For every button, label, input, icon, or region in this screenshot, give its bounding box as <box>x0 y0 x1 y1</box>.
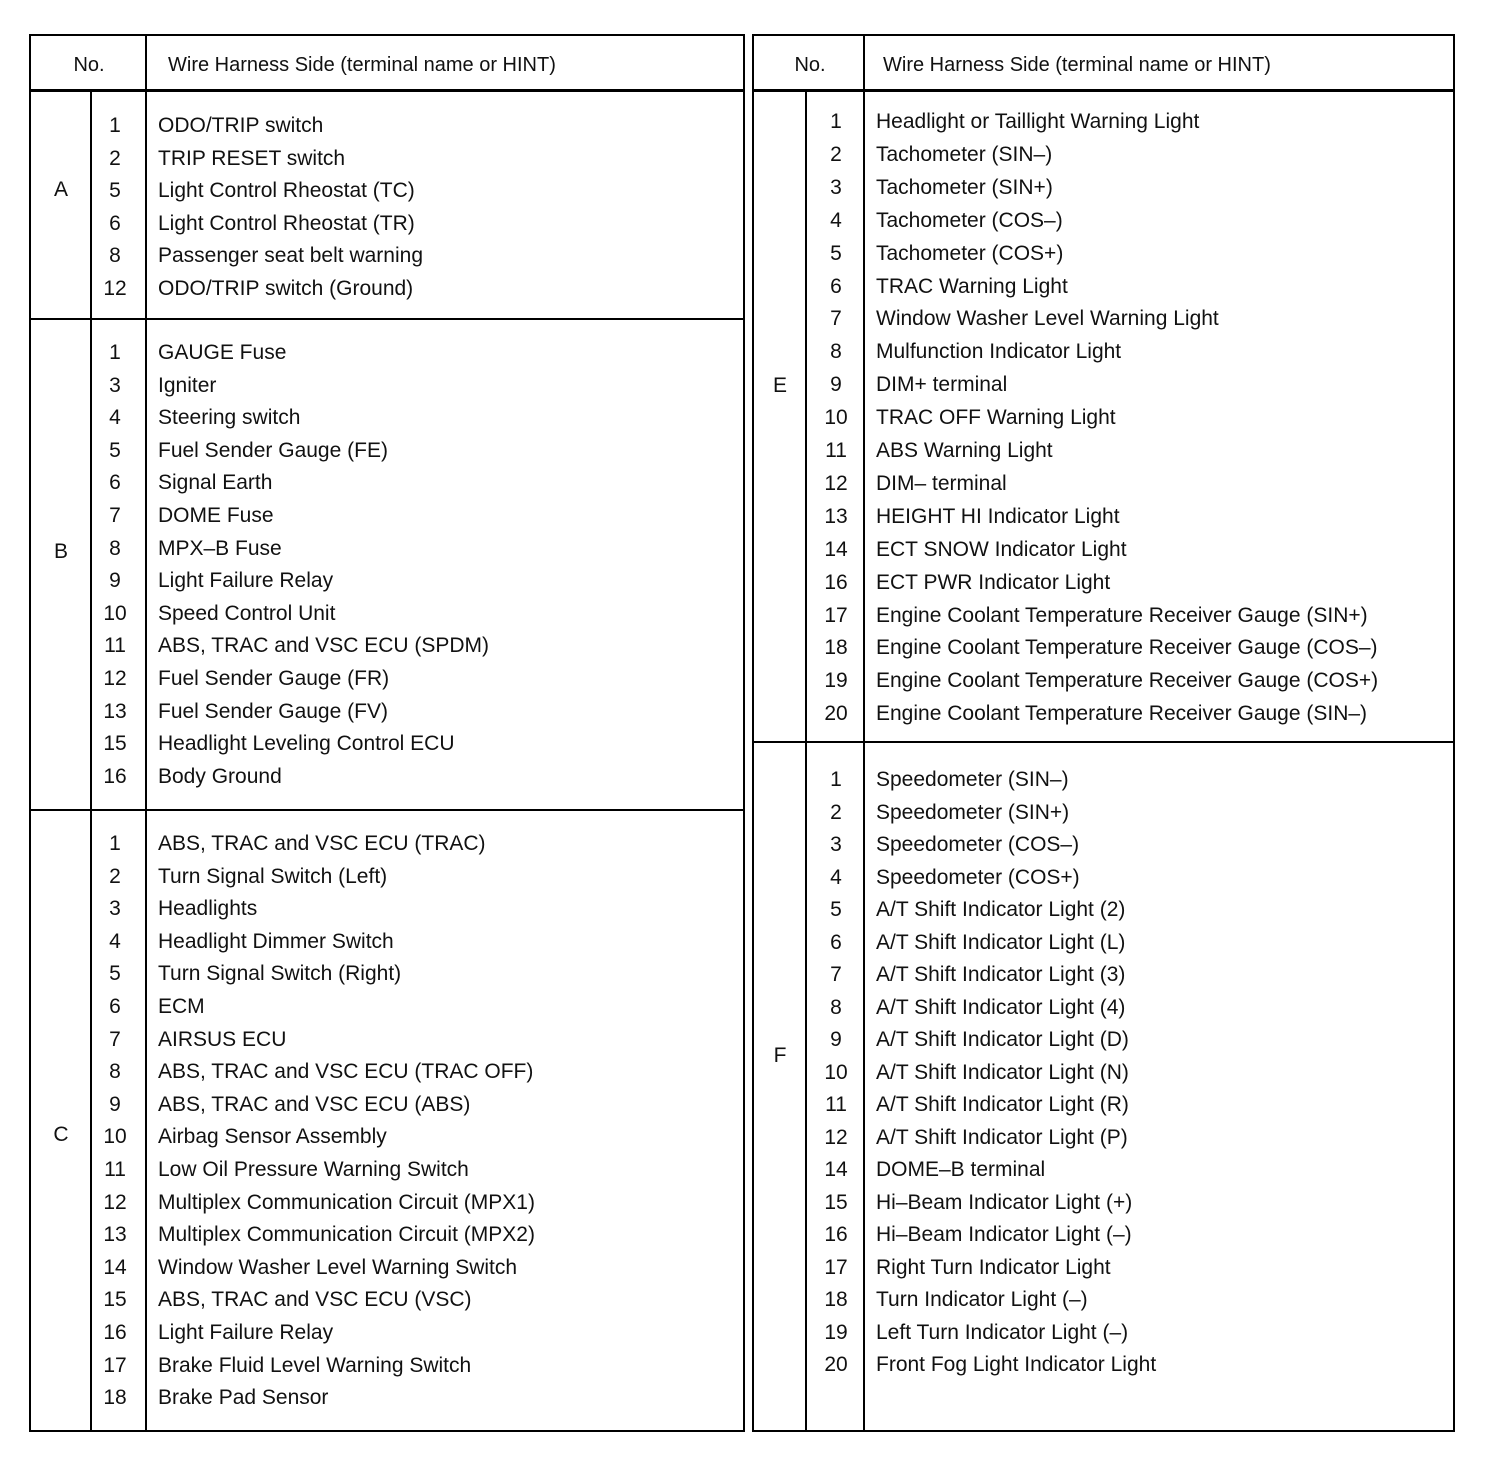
terminal-number: 3 <box>109 897 121 921</box>
terminal-number: 12 <box>103 1190 127 1214</box>
terminal-number: 2 <box>830 800 842 824</box>
terminal-name: Fuel Sender Gauge (FV) <box>158 699 388 723</box>
terminal-number: 10 <box>103 601 127 625</box>
terminal-name: DIM– terminal <box>876 471 1007 495</box>
right-header-divider <box>863 36 865 1430</box>
terminal-name: A/T Shift Indicator Light (N) <box>876 1060 1129 1084</box>
terminal-name: DOME–B terminal <box>876 1158 1046 1181</box>
terminal-number: 3 <box>830 175 842 199</box>
right-terminal-table <box>752 34 1455 1432</box>
terminal-name: Turn Signal Switch (Right) <box>158 962 402 986</box>
terminal-name: TRAC OFF Warning Light <box>876 406 1116 430</box>
terminal-name: Body Ground <box>158 764 282 788</box>
left-header-wire-harness: Wire Harness Side (terminal name or HINT) <box>168 54 556 76</box>
terminal-name: ABS, TRAC and VSC ECU (TRAC OFF) <box>158 1060 534 1084</box>
terminal-number: 16 <box>103 764 127 788</box>
terminal-name: ECM <box>158 995 205 1018</box>
terminal-number: 4 <box>109 929 121 953</box>
terminal-name: Speedometer (COS+) <box>876 865 1080 889</box>
terminal-name: Airbag Sensor Assembly <box>158 1125 387 1149</box>
terminal-name: Fuel Sender Gauge (FR) <box>158 667 390 690</box>
terminal-name: Mulfunction Indicator Light <box>876 340 1122 364</box>
terminal-name: HEIGHT HI Indicator Light <box>876 504 1120 528</box>
terminal-name: Passenger seat belt warning <box>158 244 423 268</box>
terminal-name: Igniter <box>158 373 217 397</box>
terminal-number: 10 <box>103 1125 127 1149</box>
terminal-name: Light Control Rheostat (TC) <box>158 179 415 203</box>
terminal-number: 5 <box>830 241 842 265</box>
terminal-number: 17 <box>824 603 848 627</box>
terminal-number: 11 <box>104 1158 126 1181</box>
terminal-name: Engine Coolant Temperature Receiver Gauge (COS+) <box>876 669 1379 693</box>
terminal-number: 12 <box>103 667 127 690</box>
terminal-name: ODO/TRIP switch <box>158 114 324 137</box>
terminal-name: Speedometer (SIN+) <box>876 800 1070 824</box>
terminal-name: Speedometer (COS–) <box>876 833 1080 856</box>
terminal-number: 8 <box>109 536 121 560</box>
left-group-letter-a: A <box>53 178 68 201</box>
terminal-number: 20 <box>824 1353 848 1376</box>
terminal-name: Tachometer (SIN+) <box>876 175 1053 199</box>
terminal-name: Engine Coolant Temperature Receiver Gauge (COS–) <box>876 636 1378 660</box>
right-group-separator-ef <box>754 741 1453 743</box>
terminal-number: 17 <box>824 1255 848 1279</box>
terminal-number: 18 <box>824 636 848 660</box>
terminal-number: 19 <box>824 669 848 693</box>
terminal-name: ABS Warning Light <box>876 439 1053 462</box>
terminal-name: Steering switch <box>158 406 301 430</box>
terminal-number: 8 <box>109 244 121 268</box>
terminal-name: Engine Coolant Temperature Receiver Gauge (SIN–) <box>876 702 1368 726</box>
terminal-name: Hi–Beam Indicator Light (–) <box>876 1223 1132 1246</box>
terminal-number: 13 <box>103 699 127 723</box>
terminal-name: A/T Shift Indicator Light (4) <box>876 995 1126 1019</box>
terminal-name: Window Washer Level Warning Light <box>876 307 1219 331</box>
terminal-number: 20 <box>824 702 848 726</box>
terminal-number: 6 <box>830 274 842 298</box>
terminal-number: 2 <box>109 864 121 888</box>
terminal-number: 1 <box>109 341 121 364</box>
right-group-letter-e: E <box>772 374 787 397</box>
terminal-number: 17 <box>103 1353 127 1377</box>
terminal-number: 5 <box>830 898 842 921</box>
terminal-number: 7 <box>109 504 121 527</box>
terminal-number: 8 <box>830 340 842 364</box>
terminal-name: ODO/TRIP switch (Ground) <box>158 277 414 300</box>
terminal-number: 7 <box>109 1027 121 1051</box>
terminal-number: 1 <box>830 110 842 133</box>
terminal-name: ABS, TRAC and VSC ECU (ABS) <box>158 1092 471 1116</box>
terminal-number: 13 <box>103 1223 127 1247</box>
terminal-number: 4 <box>830 865 842 889</box>
terminal-name: Brake Fluid Level Warning Switch <box>158 1353 472 1377</box>
terminal-name: Multiplex Communication Circuit (MPX1) <box>158 1190 535 1214</box>
terminal-name: Multiplex Communication Circuit (MPX2) <box>158 1223 535 1247</box>
terminal-name: Engine Coolant Temperature Receiver Gauge (SIN+) <box>876 603 1368 627</box>
terminal-name: Turn Indicator Light (–) <box>876 1288 1088 1311</box>
right-header-wire-harness: Wire Harness Side (terminal name or HINT) <box>883 54 1271 76</box>
terminal-number: 5 <box>109 962 121 986</box>
terminal-name: ABS, TRAC and VSC ECU (VSC) <box>158 1288 472 1312</box>
terminal-number: 15 <box>824 1190 848 1214</box>
terminal-name: AIRSUS ECU <box>158 1027 287 1051</box>
terminal-name: Right Turn Indicator Light <box>876 1255 1111 1279</box>
terminal-name: Headlight or Taillight Warning Light <box>876 110 1200 133</box>
terminal-name: A/T Shift Indicator Light (L) <box>876 930 1126 954</box>
terminal-number: 8 <box>109 1060 121 1084</box>
terminal-name: TRAC Warning Light <box>876 274 1068 298</box>
terminal-number: 3 <box>830 833 842 856</box>
terminal-number: 12 <box>824 1125 848 1149</box>
terminal-number: 14 <box>824 537 848 561</box>
terminal-name: A/T Shift Indicator Light (D) <box>876 1028 1129 1051</box>
terminal-name: ECT SNOW Indicator Light <box>876 537 1127 561</box>
terminal-number: 4 <box>109 406 121 430</box>
right-letter-divider <box>805 92 807 1430</box>
terminal-number: 9 <box>830 1028 842 1051</box>
terminal-number: 5 <box>109 179 121 203</box>
terminal-number: 16 <box>824 1223 848 1246</box>
terminal-number: 1 <box>109 114 121 137</box>
terminal-number: 11 <box>825 439 847 462</box>
terminal-number: 7 <box>830 963 842 986</box>
left-header-divider <box>145 36 147 1430</box>
terminal-name: A/T Shift Indicator Light (3) <box>876 963 1126 986</box>
left-group-separator-ab <box>31 318 743 320</box>
terminal-name: Light Control Rheostat (TR) <box>158 211 415 235</box>
terminal-name: DOME Fuse <box>158 504 274 527</box>
terminal-name: Light Failure Relay <box>158 1321 334 1344</box>
terminal-number: 6 <box>109 471 121 495</box>
terminal-number: 1 <box>830 768 842 791</box>
terminal-name: Headlights <box>158 897 258 921</box>
terminal-number: 18 <box>824 1288 848 1311</box>
terminal-number: 12 <box>824 471 848 495</box>
terminal-number: 2 <box>109 146 121 170</box>
terminal-number: 9 <box>109 1092 121 1116</box>
terminal-number: 1 <box>109 832 121 855</box>
terminal-name: ABS, TRAC and VSC ECU (TRAC) <box>158 832 486 855</box>
terminal-name: Tachometer (SIN–) <box>876 142 1053 166</box>
terminal-name: ECT PWR Indicator Light <box>876 570 1111 594</box>
terminal-number: 3 <box>109 373 121 397</box>
terminal-name: Tachometer (COS+) <box>876 241 1064 265</box>
terminal-number: 9 <box>830 373 842 397</box>
terminal-number: 16 <box>824 570 848 594</box>
terminal-name: Speed Control Unit <box>158 601 336 625</box>
terminal-number: 15 <box>103 1288 127 1312</box>
terminal-number: 6 <box>109 211 121 235</box>
left-table-header <box>31 36 743 92</box>
left-group-letter-b: B <box>53 540 68 563</box>
terminal-name: Tachometer (COS–) <box>876 208 1063 232</box>
terminal-number: 10 <box>824 1060 848 1084</box>
terminal-name: Headlight Dimmer Switch <box>158 929 394 953</box>
terminal-number: 9 <box>109 569 121 593</box>
terminal-number: 5 <box>109 438 121 462</box>
terminal-name: Signal Earth <box>158 471 273 495</box>
terminal-number: 7 <box>830 307 842 331</box>
terminal-name: Fuel Sender Gauge (FE) <box>158 438 388 462</box>
terminal-number: 16 <box>103 1321 127 1344</box>
left-header-no: No. <box>73 54 105 76</box>
terminal-number: 13 <box>824 504 848 528</box>
left-group-letter-c: C <box>53 1123 69 1146</box>
terminal-number: 12 <box>103 277 127 300</box>
terminal-name: Hi–Beam Indicator Light (+) <box>876 1190 1133 1214</box>
right-header-no: No. <box>794 54 826 76</box>
terminal-number: 8 <box>830 995 842 1019</box>
terminal-number: 6 <box>830 930 842 954</box>
terminal-name: Turn Signal Switch (Left) <box>158 864 388 888</box>
terminal-name: MPX–B Fuse <box>158 536 282 560</box>
terminal-number: 14 <box>824 1158 848 1181</box>
terminal-name: Headlight Leveling Control ECU <box>158 732 455 756</box>
terminal-name: TRIP RESET switch <box>158 146 346 170</box>
terminal-number: 11 <box>825 1093 847 1116</box>
terminal-number: 19 <box>824 1320 848 1344</box>
right-group-letter-f: F <box>773 1044 787 1067</box>
terminal-name: ABS, TRAC and VSC ECU (SPDM) <box>158 634 490 658</box>
terminal-number: 6 <box>109 995 121 1018</box>
terminal-name: DIM+ terminal <box>876 373 1008 397</box>
terminal-name: A/T Shift Indicator Light (2) <box>876 898 1126 921</box>
terminal-number: 2 <box>830 142 842 166</box>
terminal-name: Brake Pad Sensor <box>158 1386 329 1410</box>
terminal-name: Left Turn Indicator Light (–) <box>876 1320 1129 1344</box>
terminal-name: GAUGE Fuse <box>158 341 287 364</box>
left-group-separator-bc <box>31 809 743 811</box>
terminal-number: 18 <box>103 1386 127 1410</box>
terminal-name: Speedometer (SIN–) <box>876 768 1069 791</box>
terminal-number: 14 <box>103 1255 127 1279</box>
terminal-name: A/T Shift Indicator Light (R) <box>876 1093 1129 1116</box>
terminal-name: A/T Shift Indicator Light (P) <box>876 1125 1128 1149</box>
terminal-number: 4 <box>830 208 842 232</box>
terminal-number: 15 <box>103 732 127 756</box>
terminal-number: 11 <box>104 634 126 658</box>
terminal-number: 10 <box>824 406 848 430</box>
terminal-name: Window Washer Level Warning Switch <box>158 1255 518 1279</box>
left-terminal-table <box>29 34 745 1432</box>
right-table-header <box>754 36 1453 92</box>
terminal-name: Front Fog Light Indicator Light <box>876 1353 1157 1376</box>
terminal-name: Light Failure Relay <box>158 569 334 593</box>
terminal-name: Low Oil Pressure Warning Switch <box>158 1158 469 1181</box>
